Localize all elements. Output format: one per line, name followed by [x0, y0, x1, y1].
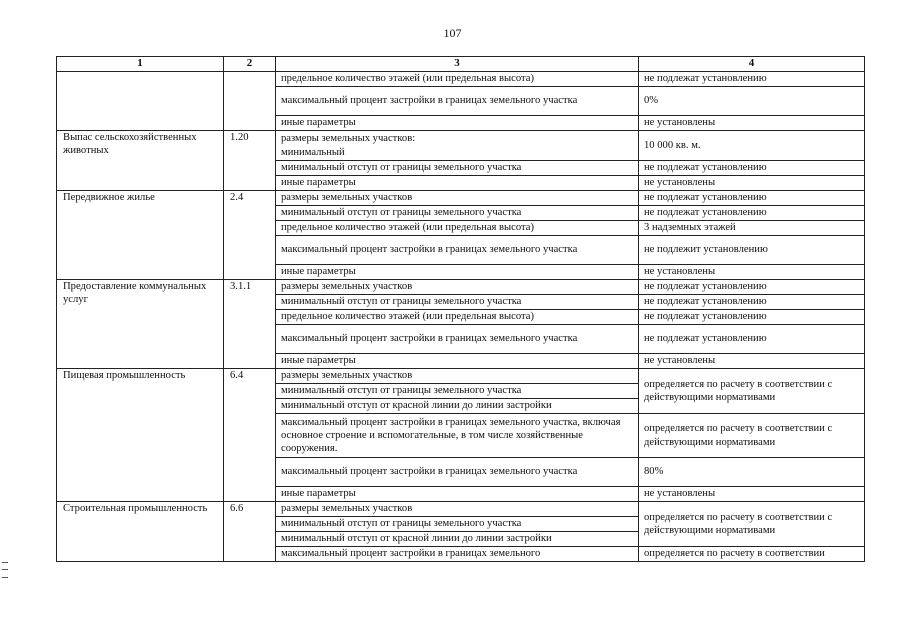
value-cell: 10 000 кв. м.: [639, 131, 865, 161]
land-use-code: 6.4: [224, 369, 276, 502]
parameter-cell: минимальный отступ от красной линии до линии застройки: [276, 532, 639, 547]
table-body: [57, 72, 865, 562]
value-cell: не подлежат установлению: [639, 206, 865, 221]
parameter-cell: иные параметры: [276, 265, 639, 280]
table-row: [57, 280, 865, 295]
parameter-cell: предельное количество этажей (или предельная высота): [276, 310, 639, 325]
parameter-cell: размеры земельных участков: [276, 191, 639, 206]
value-cell: определяется по расчету в соответствии с действующими нормативами: [639, 414, 865, 458]
table-row: [57, 72, 865, 87]
table-row: [57, 191, 865, 206]
parameter-cell: максимальный процент застройки в границах земельного участка, включая основное строение и вспомогательные, в том числе хозяйственные сооружения.: [276, 414, 639, 458]
parameter-cell: размеры земельных участков: [276, 280, 639, 295]
page-number: 107: [443, 26, 462, 40]
parameter-cell: размеры земельных участков: [276, 502, 639, 517]
land-use-code: 6.6: [224, 502, 276, 562]
column-header-1: 1: [57, 57, 224, 72]
parameter-cell: иные параметры: [276, 354, 639, 369]
value-cell: не подлежат установлению: [639, 325, 865, 354]
table-row: [57, 131, 865, 161]
table-row: [57, 502, 865, 517]
parameter-cell: предельное количество этажей (или предельная высота): [276, 72, 639, 87]
column-header-2: 2: [224, 57, 276, 72]
value-cell: 80%: [639, 458, 865, 487]
parameter-cell: минимальный отступ от границы земельного участка: [276, 384, 639, 399]
parameter-cell: предельное количество этажей (или предельная высота): [276, 221, 639, 236]
land-use-name: Передвижное жилье: [57, 191, 224, 280]
margin-mark-icon: [2, 562, 8, 578]
parameter-cell: максимальный процент застройки в границах земельного: [276, 547, 639, 562]
value-cell: определяется по расчету в соответствии с действующими нормативами: [639, 502, 865, 547]
land-use-parameters-table: [56, 56, 865, 562]
parameter-cell: максимальный процент застройки в границах земельного участка: [276, 236, 639, 265]
value-cell: не подлежат установлению: [639, 310, 865, 325]
parameter-cell: минимальный отступ от границы земельного участка: [276, 517, 639, 532]
parameter-cell: максимальный процент застройки в границах земельного участка: [276, 87, 639, 116]
parameter-cell: размеры земельных участков: минимальный: [276, 131, 639, 161]
header-row: [57, 57, 865, 72]
land-use-code: 2.4: [224, 191, 276, 280]
parameter-cell: иные параметры: [276, 116, 639, 131]
column-header-3: 3: [276, 57, 639, 72]
parameter-cell: максимальный процент застройки в границах земельного участка: [276, 458, 639, 487]
value-cell: не подлежат установлению: [639, 72, 865, 87]
land-use-code: 1.20: [224, 131, 276, 191]
land-use-code: [224, 72, 276, 131]
value-cell: не установлены: [639, 265, 865, 280]
land-use-name: Выпас сельскохозяйственных животных: [57, 131, 224, 191]
parameter-cell: минимальный отступ от границы земельного участка: [276, 161, 639, 176]
table-row: [57, 369, 865, 384]
parameter-cell: минимальный отступ от красной линии до линии застройки: [276, 399, 639, 414]
land-use-code: 3.1.1: [224, 280, 276, 369]
value-cell: не установлены: [639, 354, 865, 369]
parameter-cell: минимальный отступ от границы земельного участка: [276, 295, 639, 310]
land-use-name: [57, 72, 224, 131]
land-use-name: Пищевая промышленность: [57, 369, 224, 502]
value-cell: не подлежат установлению: [639, 280, 865, 295]
parameter-cell: размеры земельных участков: [276, 369, 639, 384]
value-cell: не установлены: [639, 487, 865, 502]
value-cell: не подлежат установлению: [639, 161, 865, 176]
value-cell: 0%: [639, 87, 865, 116]
column-header-4: 4: [639, 57, 865, 72]
parameter-cell: минимальный отступ от границы земельного участка: [276, 206, 639, 221]
parameter-cell: иные параметры: [276, 176, 639, 191]
value-cell: не установлены: [639, 116, 865, 131]
parameter-cell: иные параметры: [276, 487, 639, 502]
value-cell: 3 надземных этажей: [639, 221, 865, 236]
land-use-name: Предоставление коммунальных услуг: [57, 280, 224, 369]
value-cell: не подлежат установлению: [639, 191, 865, 206]
value-cell: не подлежат установлению: [639, 295, 865, 310]
value-cell: не подлежит установлению: [639, 236, 865, 265]
value-cell: определяется по расчету в соответствии: [639, 547, 865, 562]
land-use-name: Строительная промышленность: [57, 502, 224, 562]
value-cell: не установлены: [639, 176, 865, 191]
value-cell: определяется по расчету в соответствии с действующими нормативами: [639, 369, 865, 414]
parameter-cell: максимальный процент застройки в границах земельного участка: [276, 325, 639, 354]
